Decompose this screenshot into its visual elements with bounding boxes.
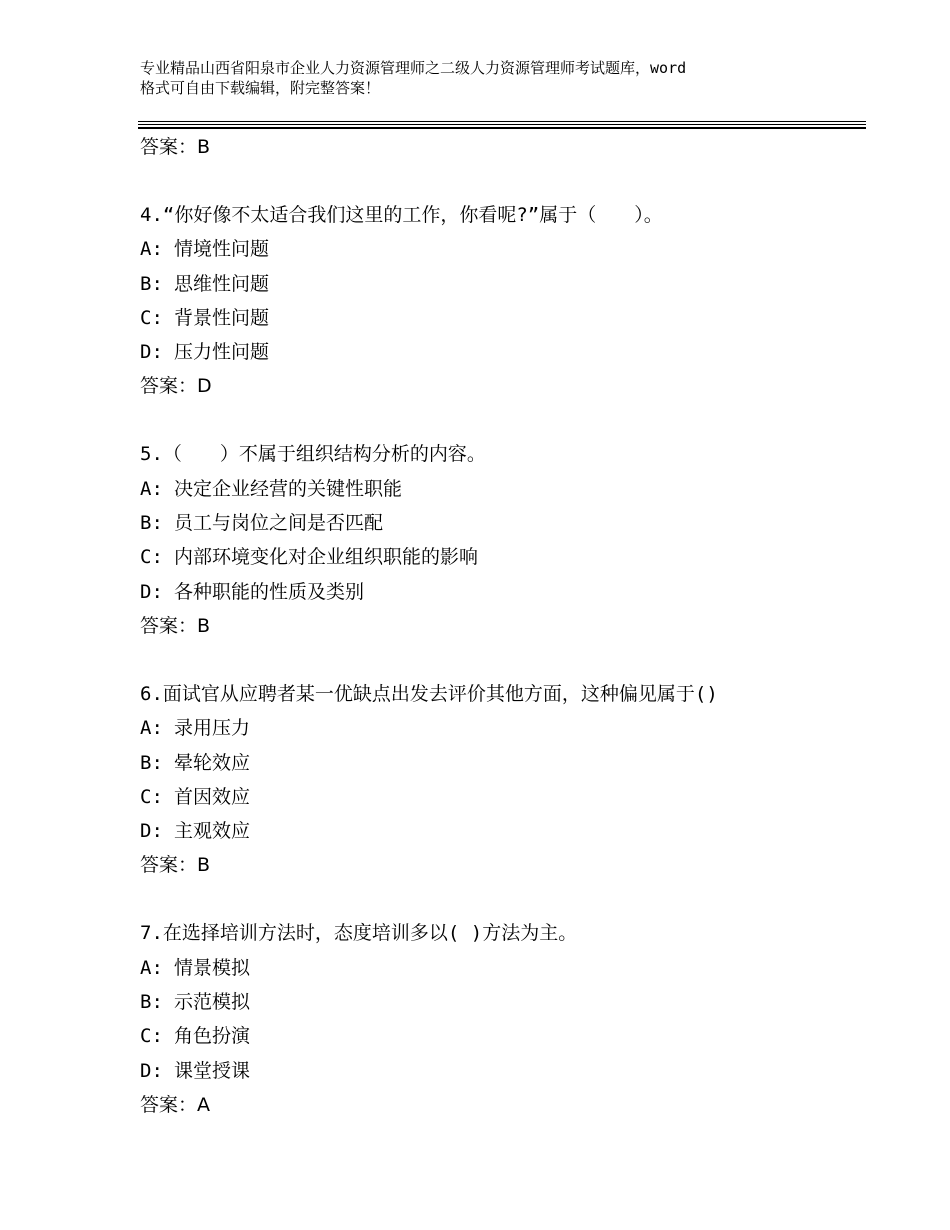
option-key: C: [140,1025,163,1048]
answer-line: 答案：B [140,614,211,637]
option-key: B: [140,512,163,535]
option-text: 员工与岗位之间是否匹配 [174,512,384,535]
option-key: A: [140,238,163,261]
option-d [140,1054,860,1088]
option-a [140,711,860,745]
header-line-2: 格式可自由下载编辑，附完整答案！ [140,79,381,97]
option-key: B: [140,272,163,295]
option-text: 主观效应 [174,820,251,843]
document-header [140,58,840,98]
option-c [140,780,860,814]
header-rule-thin-2 [138,124,866,125]
question-4 [140,198,860,403]
option-d [140,814,860,848]
option-key: A: [140,717,163,740]
answer-line: 答案：A [140,1093,210,1116]
header-rule-thick [138,127,866,129]
option-text: 录用压力 [174,717,251,740]
option-a [140,472,860,506]
question-6 [140,677,860,882]
option-key: B: [140,991,163,1014]
question-7 [140,916,860,1121]
option-text: 压力性问题 [174,341,270,364]
option-text: 角色扮演 [174,1025,251,1048]
option-d [140,335,860,369]
question-stem: 6.面试官从应聘者某一优缺点出发去评价其他方面，这种偏见属于() [140,682,718,705]
option-text: 各种职能的性质及类别 [174,580,365,603]
header-line-1: 专业精品山西省阳泉市企业人力资源管理师之二级人力资源管理师考试题库，word [140,59,687,77]
answer-line: 答案：D [140,375,212,398]
option-text: 情景模拟 [174,956,251,979]
option-key: C: [140,785,163,808]
option-a [140,232,860,266]
option-text: 思维性问题 [174,272,270,295]
option-key: D: [140,820,163,843]
option-b [140,506,860,540]
option-text: 情境性问题 [174,238,270,261]
option-b [140,267,860,301]
answer-line: 答案：B [140,854,211,877]
answer-line-previous: 答案：B [140,136,211,158]
option-key: D: [140,341,163,364]
option-key: A: [140,956,163,979]
option-key: A: [140,477,163,500]
question-5 [140,437,860,642]
option-a [140,951,860,985]
option-key: D: [140,1059,163,1082]
question-stem: 5.（ ）不属于组织结构分析的内容。 [140,443,486,466]
question-stem: 4.“你好像不太适合我们这里的工作，你看呢?”属于（ ）。 [140,204,663,226]
option-text: 决定企业经营的关键性职能 [174,477,403,500]
option-b [140,985,860,1019]
option-text: 首因效应 [174,785,251,808]
header-rule-thin-1 [138,121,866,122]
option-c [140,1019,860,1053]
option-c [140,540,860,574]
option-text: 背景性问题 [174,306,270,329]
option-text: 内部环境变化对企业组织职能的影响 [174,546,479,569]
option-key: C: [140,306,163,329]
question-list [140,130,860,1122]
question-stem: 7.在选择培训方法时，态度培训多以( )方法为主。 [140,922,578,945]
option-key: D: [140,580,163,603]
option-text: 晕轮效应 [174,751,251,774]
option-c [140,301,860,335]
option-b [140,746,860,780]
option-key: B: [140,751,163,774]
option-text: 课堂授课 [174,1059,251,1082]
option-d [140,575,860,609]
option-key: C: [140,546,163,569]
option-text: 示范模拟 [174,991,251,1014]
